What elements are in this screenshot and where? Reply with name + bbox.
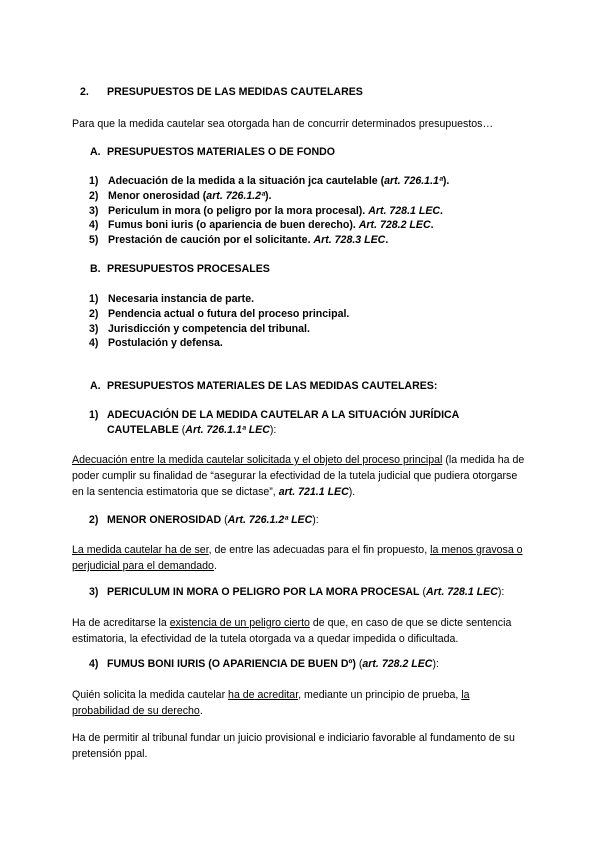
sub1-number: 1) [89,409,99,421]
paragraph-3: Ha de acreditarse la existencia de un peligro cierto de que, en caso de que se dicte sentencia estimatoria, la efectividad de la tutela otorgada va a quedar impedida o dificultada. [72,617,512,645]
sub1-title-line1: ADECUACIÓN DE LA MEDIDA CAUTELAR A LA SITUACIÓN JURÍDICA [107,409,460,421]
section-title: PRESUPUESTOS DE LAS MEDIDAS CAUTELARES [107,86,363,98]
detail-a-title: PRESUPUESTOS MATERIALES DE LAS MEDIDAS CAUTELARES: [107,380,438,392]
section-number: 2. [80,86,89,98]
detail-a-letter: A. [90,380,101,392]
group-b-title: PRESUPUESTOS PROCESALES [107,263,270,275]
paragraph-2: La medida cautelar ha de ser, de entre las adecuadas para el fin propuesto, la menos gravosa o perjudicial para el demandado. [72,544,523,572]
sub2-number: 2) [89,514,99,526]
intro-text: Para que la medida cautelar sea otorgada han de concurrir determinados presupuestos… [72,118,494,130]
group-a-letter: A. [90,146,101,158]
paragraph-4: Quién solicita la medida cautelar ha de acreditar, mediante un principio de prueba, la probabilidad de su derecho. [72,689,470,717]
sub3-number: 3) [89,586,99,598]
paragraph-1: Adecuación entre la medida cautelar solicitada y el objeto del proceso principal (la medida ha de poder cumplir su finalidad de “asegurar la efectividad de la tutela judicial que pudiera otorgarse en la sentencia estimatoria que se dictase”, art. 721.1 LEC). [72,454,525,498]
sub4-number: 4) [89,658,99,670]
sub2-title: MENOR ONEROSIDAD (Art. 726.1.2ª LEC): [107,514,319,526]
group-b-letter: B. [90,263,101,275]
sub3-title: PERICULUM IN MORA O PELIGRO POR LA MORA PROCESAL (Art. 728.1 LEC): [107,586,505,598]
paragraph-5: Ha de permitir al tribunal fundar un juicio provisional e indiciario favorable al fundamento de su pretensión ppal. [72,732,515,760]
sub4-title: FUMUS BONI IURIS (O APARIENCIA DE BUEN Dº) (art. 728.2 LEC): [107,658,439,670]
group-a-title: PRESUPUESTOS MATERIALES O DE FONDO [107,146,335,158]
sub1-title-line2: CAUTELABLE (Art. 726.1.1ª LEC): [107,424,277,436]
